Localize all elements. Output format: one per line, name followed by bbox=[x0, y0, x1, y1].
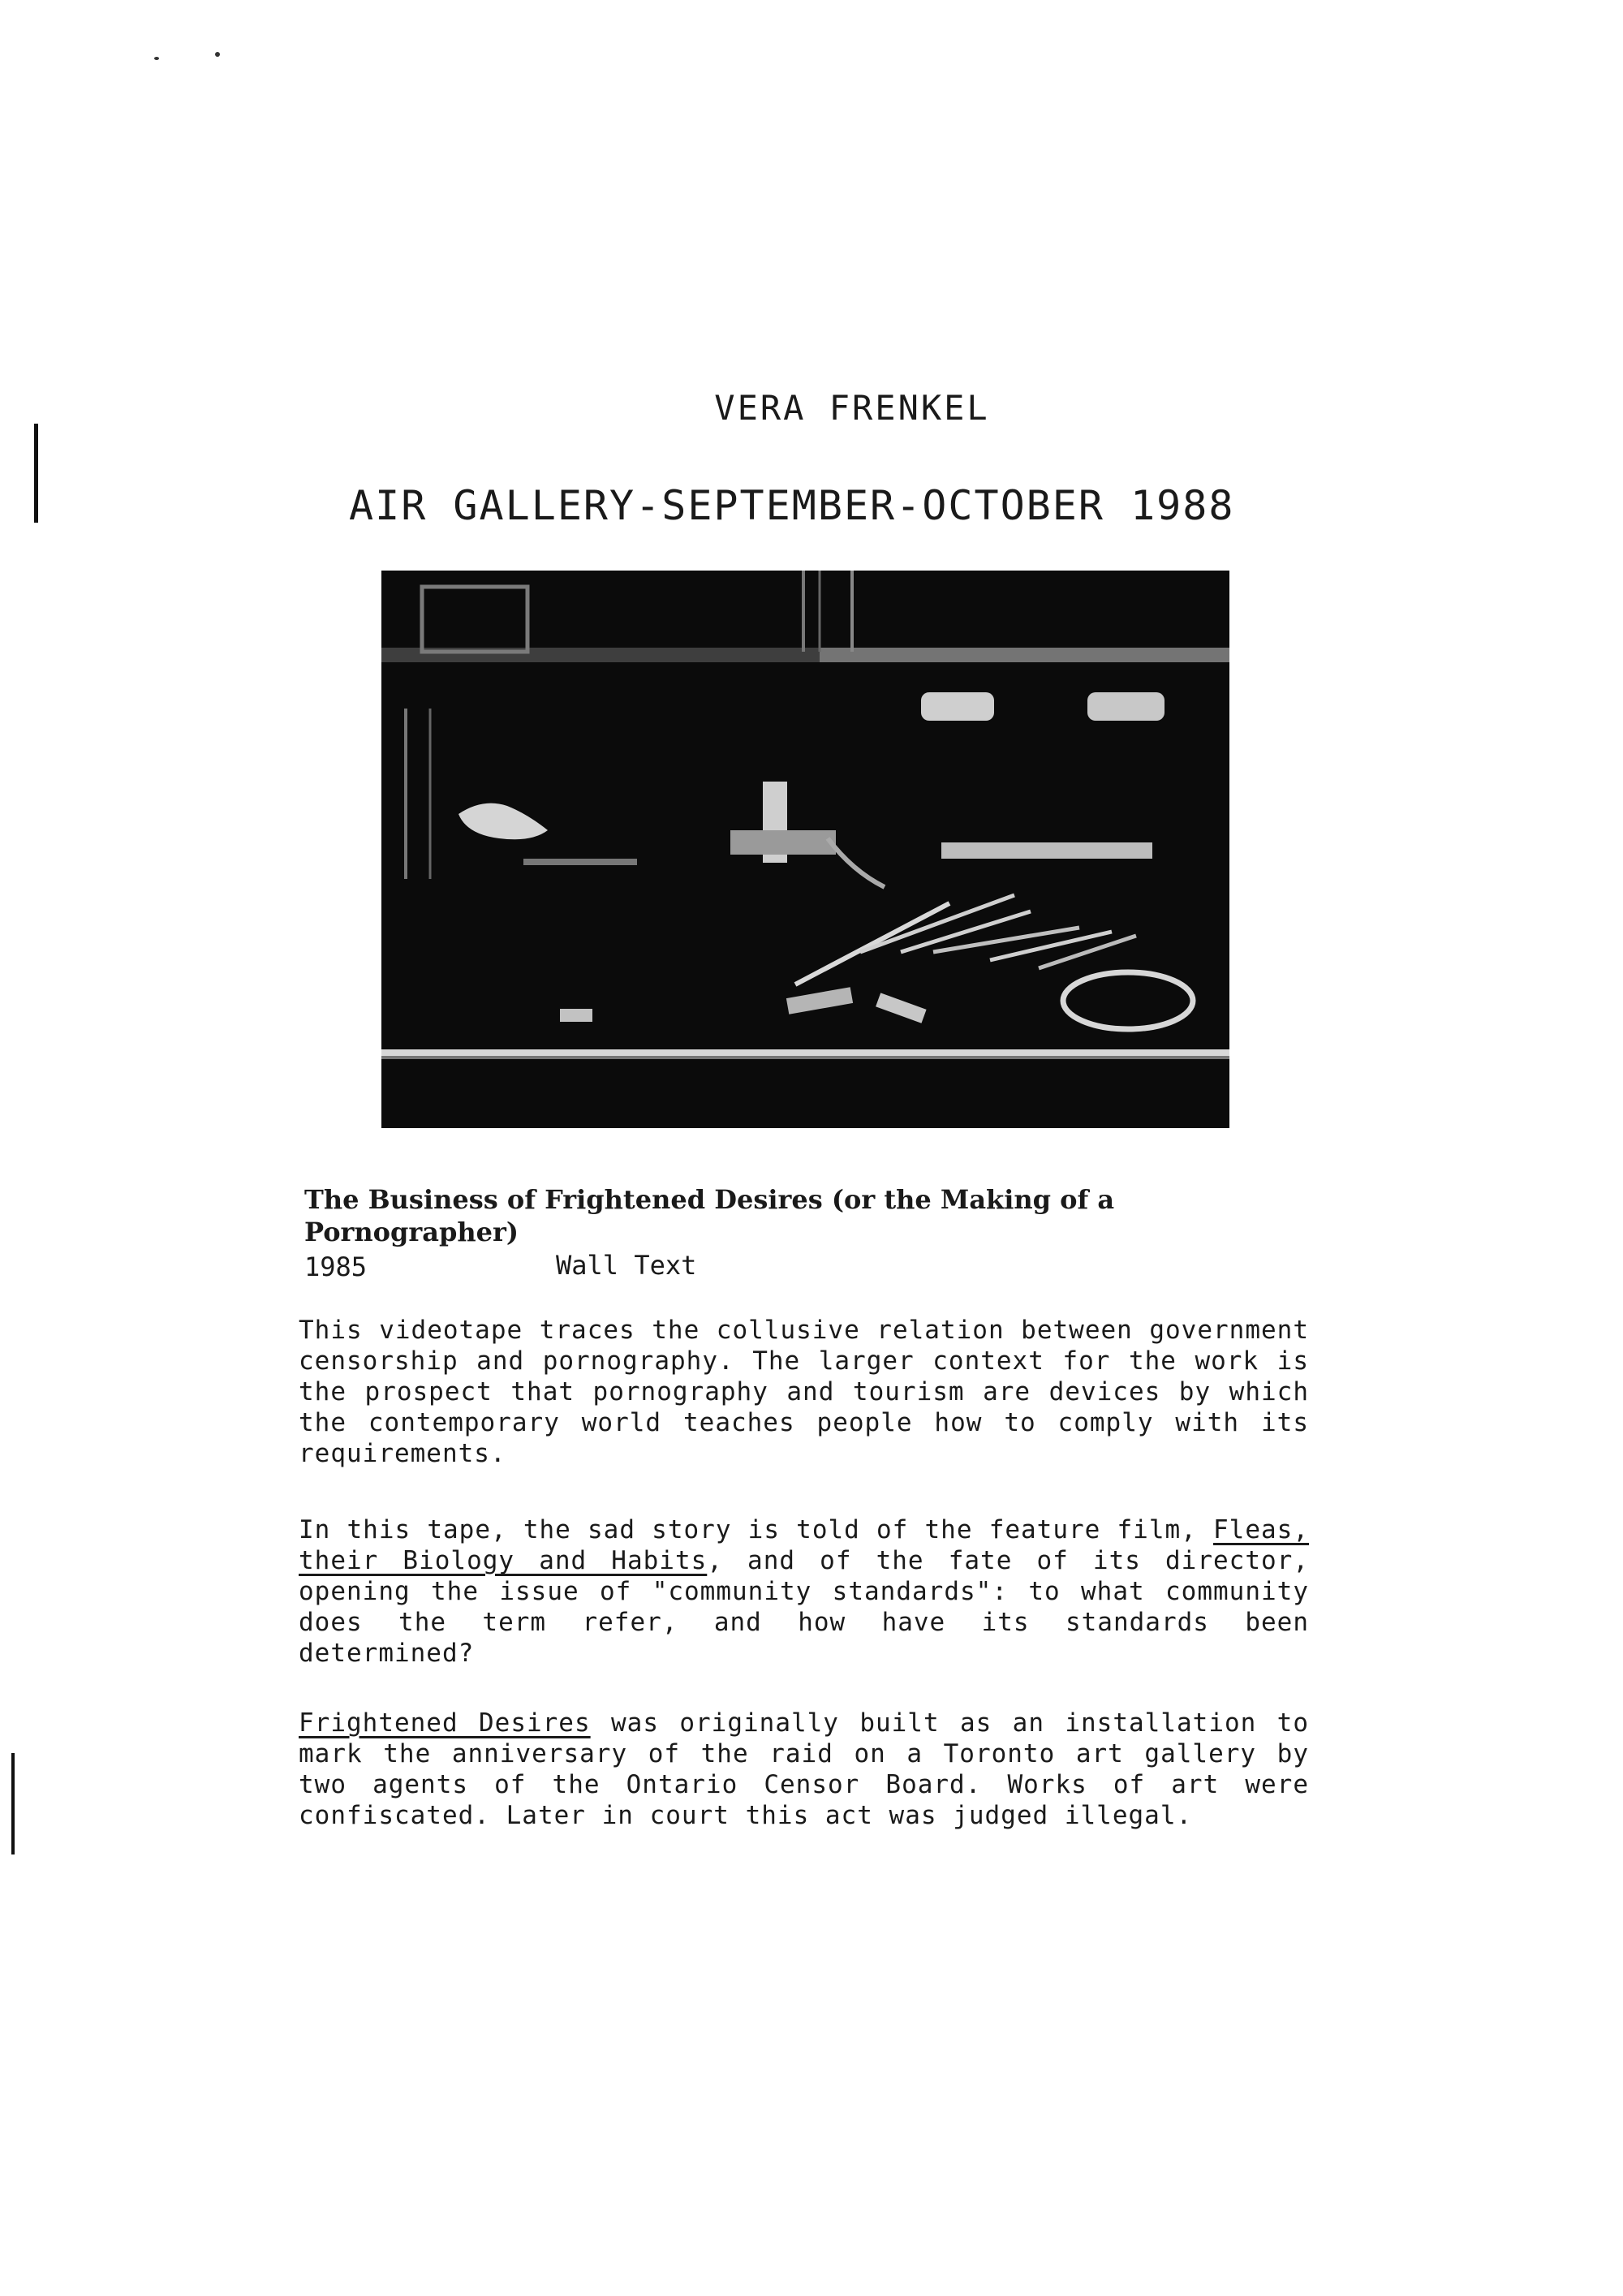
work-meta bbox=[304, 1248, 1278, 1281]
scan-mark-bottom bbox=[11, 1753, 15, 1854]
work-title: The Business of Frightened Desires (or the Making of a Pornographer) bbox=[304, 1184, 1115, 1247]
film-title: Fleas, their Biology and Habits bbox=[299, 1515, 1309, 1575]
scan-mark-top bbox=[34, 424, 38, 523]
speck bbox=[154, 57, 159, 60]
paragraph-1: This videotape traces the collusive relation between government censorship and pornography. The larger context for the work is the prospect that pornography and tourism are devices by which the contemporary world teaches people how to comply with its requirements. bbox=[299, 1316, 1309, 1468]
venue-dates: AIR GALLERY-SEPTEMBER-OCTOBER 1988 bbox=[349, 482, 1235, 529]
work-year: 1985 bbox=[304, 1251, 368, 1282]
paragraph-2-intro: In this tape, the sad story is told of the feature film, bbox=[299, 1515, 1214, 1544]
wall-text-label: Wall Text bbox=[556, 1250, 697, 1281]
installation-photo bbox=[381, 571, 1229, 1128]
speck bbox=[215, 52, 220, 57]
paragraph-2 bbox=[299, 1514, 1309, 1669]
paragraph-3 bbox=[299, 1708, 1309, 1831]
paragraph-2-rest: , and of the fate of its director, opening the issue of "community standards": to what community does the term refer, and how have its standards been determined? bbox=[299, 1546, 1309, 1668]
work-caption bbox=[304, 1183, 1278, 1281]
artist-name: VERA FRENKEL bbox=[714, 388, 990, 428]
paragraph-3-rest: was originally built as an installation to mark the anniversary of the raid on a Toronto art gallery by two agents of the Ontario Censor Board. Works of art were confiscated. Later in court this act was judged illegal. bbox=[299, 1708, 1309, 1830]
installation-title: Frightened Desires bbox=[299, 1708, 591, 1738]
installation-photo-graphic bbox=[381, 571, 1229, 1128]
